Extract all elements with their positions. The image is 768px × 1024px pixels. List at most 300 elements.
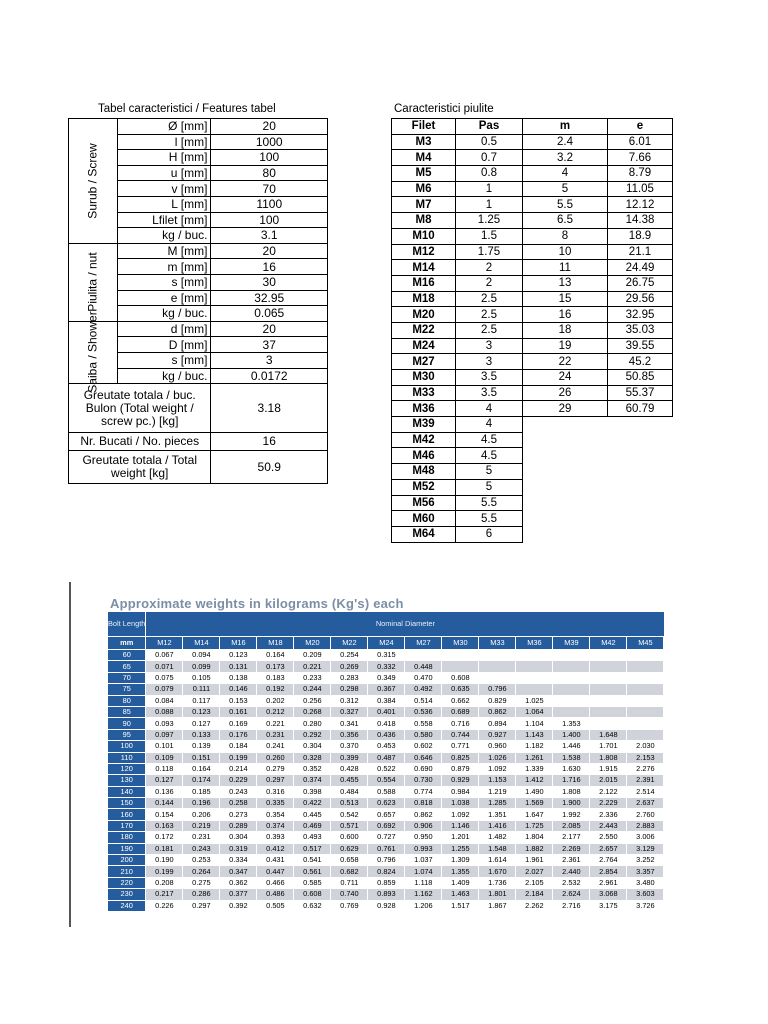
weight-cell: 0.517 [294,843,331,854]
weight-cell [516,684,553,695]
weight-cell: 0.199 [220,752,257,763]
weight-cell: 0.131 [220,661,257,672]
weight-cell: 0.067 [146,650,183,661]
feature-label: u [mm] [117,165,211,181]
bolt-length-cell: 220 [108,877,146,888]
weight-cell: 0.558 [405,718,442,729]
nuts-cell: M22 [392,322,456,338]
weight-cell: 0.455 [331,775,368,786]
weight-cell: 0.522 [368,763,405,774]
weight-cell: 0.183 [257,672,294,683]
nuts-cell: 0.5 [456,134,523,150]
weight-cell: 1.182 [516,741,553,752]
weight-cell: 0.629 [331,843,368,854]
weight-cell: 1.400 [553,729,590,740]
weights-row [108,718,665,729]
weight-cell [553,684,590,695]
weight-cell: 0.289 [220,820,257,831]
nuts-row [392,260,673,276]
nuts-cell [523,464,608,480]
nuts-cell: 13 [523,275,608,291]
weight-cell: 0.118 [146,763,183,774]
weight-cell-cutoff [664,763,665,774]
nuts-cell: 8 [523,228,608,244]
weight-cell: 1.900 [553,798,590,809]
weight-cell: 3.068 [590,889,627,900]
nuts-cell: 29 [523,401,608,417]
total-label: Greutate totala / Total weight [kg] [69,450,211,483]
weight-cell: 3.726 [627,900,664,911]
weight-cell: 2.514 [627,786,664,797]
weight-cell: 0.275 [183,877,220,888]
feature-group-label [69,243,118,321]
feature-label: M [mm] [117,243,211,259]
weight-cell: 2.716 [553,900,590,911]
nuts-cell: 1.25 [456,213,523,229]
nuts-cell: 7.66 [608,150,673,166]
weight-cell [479,650,516,661]
weight-cell: 0.196 [183,798,220,809]
weight-cell: 0.123 [220,650,257,661]
bolt-length-cell: 60 [108,650,146,661]
weight-cell: 1.716 [553,775,590,786]
weight-cell: 0.505 [257,900,294,911]
weight-cell: 0.692 [368,820,405,831]
weight-cell: 0.280 [294,718,331,729]
weight-cell: 2.961 [590,877,627,888]
weight-cell: 0.682 [331,866,368,877]
feature-group-label [69,119,118,244]
weight-cell: 0.328 [294,752,331,763]
weight-cell: 0.492 [405,684,442,695]
weight-cell: 0.273 [220,809,257,820]
weight-cell: 1.074 [405,866,442,877]
weight-cell: 1.339 [516,763,553,774]
nuts-row [392,307,673,323]
weight-cell: 1.351 [479,809,516,820]
bolt-length-cell: 180 [108,832,146,843]
weight-cell: 0.352 [294,763,331,774]
weight-cell: 0.153 [220,695,257,706]
weight-cell: 1.206 [405,900,442,911]
nuts-cell: 21.1 [608,244,673,260]
nuts-cell: 15 [523,291,608,307]
weight-cell-cutoff [664,855,665,866]
weight-cell: 0.144 [146,798,183,809]
weights-row [108,889,665,900]
weight-cell: 0.202 [257,695,294,706]
weight-cell: 1.092 [479,763,516,774]
weight-cell: 0.541 [294,855,331,866]
weight-cell: 1.463 [442,889,479,900]
weight-cell: 2.122 [590,786,627,797]
nuts-cell: M12 [392,244,456,260]
weight-cell: 0.493 [294,832,331,843]
weight-cell: 0.169 [220,718,257,729]
nuts-row [392,213,673,229]
bolt-length-cell: 65 [108,661,146,672]
weight-cell: 2.015 [590,775,627,786]
nuts-cell: M20 [392,307,456,323]
weight-cell: 0.341 [331,718,368,729]
weight-cell: 0.127 [183,718,220,729]
nuts-row [392,291,673,307]
weight-cell: 0.347 [220,866,257,877]
weight-cell: 0.269 [331,661,368,672]
nuts-cell: 12.12 [608,197,673,213]
weight-cell: 0.774 [405,786,442,797]
weights-row [108,729,665,740]
weight-cell: 0.297 [183,900,220,911]
total-value: 16 [211,433,328,451]
nuts-cell: 55.37 [608,385,673,401]
diameter-header: M42 [590,637,627,650]
weight-cell [553,661,590,672]
weight-cell: 2.184 [516,889,553,900]
weight-cell: 0.859 [368,877,405,888]
weight-cell [627,695,664,706]
weight-cell: 2.624 [553,889,590,900]
weight-cell [627,718,664,729]
nuts-cell: 2 [456,275,523,291]
weight-cell: 0.662 [442,695,479,706]
weight-cell [553,650,590,661]
weight-cell: 3.357 [627,866,664,877]
nuts-cell: 60.79 [608,401,673,417]
weight-cell: 0.111 [183,684,220,695]
weight-cell: 0.711 [331,877,368,888]
bolt-length-cell: 85 [108,706,146,717]
weight-cell: 0.744 [442,729,479,740]
weight-cell: 0.862 [405,809,442,820]
weight-cell: 0.185 [183,786,220,797]
weights-row [108,843,665,854]
weight-cell: 0.231 [257,729,294,740]
nuts-cell: M7 [392,197,456,213]
nuts-cell: 1 [456,181,523,197]
weight-cell: 0.894 [479,718,516,729]
weight-cell: 1.118 [405,877,442,888]
bolt-length-cell: 100 [108,741,146,752]
nuts-table [391,118,673,543]
weight-cell: 0.221 [294,661,331,672]
bolt-length-cell: 210 [108,866,146,877]
nuts-cell [608,417,673,433]
bolt-length-cell: 240 [108,900,146,911]
weight-cell: 0.084 [146,695,183,706]
weight-cell: 2.883 [627,820,664,831]
weight-cell: 0.264 [183,866,220,877]
nuts-cell: M52 [392,479,456,495]
nuts-cell: 1.5 [456,228,523,244]
features-table-caption: Tabel caracteristici / Features tabel [98,103,276,115]
nuts-cell: M18 [392,291,456,307]
weight-cell-cutoff [664,900,665,911]
diameter-header: M16 [220,637,257,650]
weight-cell: 0.117 [183,695,220,706]
nuts-cell: 24.49 [608,260,673,276]
weight-cell: 1.808 [590,752,627,763]
weight-cell: 1.548 [479,843,516,854]
weight-cell: 0.514 [405,695,442,706]
nuts-cell: M10 [392,228,456,244]
weight-cell: 1.309 [442,855,479,866]
feature-value: 0.065 [211,306,328,322]
weights-row [108,809,665,820]
weight-cell: 2.269 [553,843,590,854]
weight-cell-cutoff [664,650,665,661]
nuts-cell: M42 [392,432,456,448]
weight-cell: 3.603 [627,889,664,900]
nuts-cell: M8 [392,213,456,229]
weight-cell-cutoff [664,798,665,809]
nuts-cell: 0.8 [456,166,523,182]
weight-cell: 0.730 [405,775,442,786]
nuts-cell: M3 [392,134,456,150]
weight-cell [627,706,664,717]
nuts-cell: 26.75 [608,275,673,291]
diameter-header: M18 [257,637,294,650]
feature-value: 100 [211,150,328,166]
weight-cell-cutoff [664,877,665,888]
nuts-cell: 5.5 [523,197,608,213]
weights-row [108,661,665,672]
weights-row [108,741,665,752]
weight-cell: 0.226 [146,900,183,911]
weight-cell: 0.327 [331,706,368,717]
weight-cell: 0.893 [368,889,405,900]
weight-cell: 0.727 [368,832,405,843]
weights-row [108,706,665,717]
nuts-cell: 4 [456,417,523,433]
weight-cell: 1.736 [479,877,516,888]
weight-cell: 0.093 [146,718,183,729]
weight-cell: 2.027 [516,866,553,877]
weight-cell: 0.984 [442,786,479,797]
weight-cell: 0.623 [368,798,405,809]
nuts-cell: M30 [392,370,456,386]
weight-cell: 0.283 [331,672,368,683]
weight-cell: 0.105 [183,672,220,683]
weight-cell: 2.854 [590,866,627,877]
weight-cell [590,661,627,672]
weight-cell: 1.104 [516,718,553,729]
weight-cell-cutoff [664,786,665,797]
nuts-row [392,134,673,150]
nuts-cell: 50.85 [608,370,673,386]
weight-cell: 0.657 [368,809,405,820]
weight-cell: 0.151 [183,752,220,763]
weight-cell: 0.206 [183,809,220,820]
weight-cell: 0.928 [368,900,405,911]
weight-cell: 1.670 [479,866,516,877]
weight-cell: 0.796 [479,684,516,695]
unit-header: mm [108,637,146,650]
nuts-row [392,370,673,386]
weights-row [108,866,665,877]
weight-cell: 0.447 [257,866,294,877]
nuts-row [392,495,673,511]
weight-cell [590,718,627,729]
nuts-row [392,322,673,338]
nuts-header: e [608,119,673,135]
weight-cell: 0.136 [146,786,183,797]
nuts-cell [608,495,673,511]
weight-cell: 0.209 [294,650,331,661]
feature-label: s [mm] [117,352,211,368]
total-row [69,450,328,483]
nuts-cell: 35.03 [608,322,673,338]
bolt-length-cell: 75 [108,684,146,695]
weight-cell: 1.038 [442,798,479,809]
nuts-row [392,464,673,480]
weight-cell: 0.960 [479,741,516,752]
nuts-row [392,181,673,197]
weight-cell: 2.440 [553,866,590,877]
weight-cell: 1.353 [553,718,590,729]
weight-cell: 2.760 [627,809,664,820]
nuts-cell: 19 [523,338,608,354]
weight-cell: 0.088 [146,706,183,717]
weight-cell: 2.153 [627,752,664,763]
weight-cell: 0.319 [220,843,257,854]
nuts-cell [523,479,608,495]
weight-cell: 0.600 [331,832,368,843]
nuts-row [392,275,673,291]
weight-cell: 0.256 [294,695,331,706]
bolt-length-cell: 130 [108,775,146,786]
nuts-cell: M46 [392,448,456,464]
weight-cell: 0.079 [146,684,183,695]
feature-label: e [mm] [117,290,211,306]
weight-cell [590,650,627,661]
weight-cell: 0.138 [220,672,257,683]
weight-cell: 0.646 [405,752,442,763]
weight-cell: 0.487 [368,752,405,763]
weight-cell-cutoff [664,706,665,717]
weight-cell-cutoff [664,695,665,706]
weight-cell-cutoff [664,752,665,763]
bolt-length-cell: 150 [108,798,146,809]
weight-cell: 0.109 [146,752,183,763]
feature-group-label [69,311,118,394]
weight-cell: 3.252 [627,855,664,866]
weight-cell: 1.201 [442,832,479,843]
weight-cell: 1.409 [442,877,479,888]
feature-value: 20 [211,321,328,337]
weight-cell: 0.212 [257,706,294,717]
nuts-cell [523,526,608,542]
weight-cell-cutoff [664,718,665,729]
feature-value: 20 [211,119,328,135]
weight-cell: 0.312 [331,695,368,706]
weight-cell: 0.993 [405,843,442,854]
weight-cell: 0.829 [479,695,516,706]
feature-label: kg / buc. [117,228,211,244]
weight-cell: 0.173 [257,661,294,672]
nuts-cell: 2.5 [456,307,523,323]
weight-cell: 0.286 [183,889,220,900]
nuts-row [392,448,673,464]
weight-cell: 0.163 [146,820,183,831]
nuts-row [392,197,673,213]
weight-cell [553,672,590,683]
nuts-cell: 14.38 [608,213,673,229]
page-margin-line [69,582,71,927]
nuts-cell: 1.75 [456,244,523,260]
nuts-row [392,526,673,542]
nuts-cell: 1 [456,197,523,213]
nuts-cell: M27 [392,354,456,370]
weight-cell: 2.550 [590,832,627,843]
weight-cell: 0.127 [146,775,183,786]
weight-cell: 1.630 [553,763,590,774]
weight-cell [627,650,664,661]
weights-row [108,763,665,774]
weight-cell: 1.961 [516,855,553,866]
nuts-cell: M5 [392,166,456,182]
nuts-header: m [523,119,608,135]
nuts-row [392,479,673,495]
nuts-cell: 3 [456,338,523,354]
weight-cell: 1.569 [516,798,553,809]
bolt-length-cell: 200 [108,855,146,866]
diameter-header: M20 [294,637,331,650]
weight-cell: 2.030 [627,741,664,752]
feature-group-text: Saiba / Shower [85,311,100,394]
weights-row [108,672,665,683]
nuts-cell: 5 [456,464,523,480]
weight-cell: 0.199 [146,866,183,877]
diameter-header: M22 [331,637,368,650]
feature-value: 70 [211,181,328,197]
nuts-cell: M39 [392,417,456,433]
weight-cell: 1.992 [553,809,590,820]
diameter-header-cutoff [664,637,665,650]
weight-cell [553,695,590,706]
weight-cell: 0.241 [257,741,294,752]
nuts-cell: 4.5 [456,448,523,464]
feature-label: s [mm] [117,274,211,290]
weight-cell: 0.412 [257,843,294,854]
weight-cell: 0.268 [294,706,331,717]
nuts-row [392,338,673,354]
weight-cell: 0.146 [220,684,257,695]
weight-cell: 0.292 [294,729,331,740]
weights-row [108,855,665,866]
feature-value: 3 [211,352,328,368]
weight-cell: 0.658 [331,855,368,866]
nuts-row [392,166,673,182]
weight-cell: 0.740 [331,889,368,900]
weight-cell: 0.690 [405,763,442,774]
feature-value: 16 [211,259,328,275]
total-row [69,384,328,433]
weight-cell: 2.637 [627,798,664,809]
nuts-cell: 32.95 [608,307,673,323]
weight-cell [553,706,590,717]
weight-cell: 0.580 [405,729,442,740]
weight-cell: 0.818 [405,798,442,809]
weight-cell: 1.915 [590,763,627,774]
bolt-length-cell: 170 [108,820,146,831]
weight-cell: 0.208 [146,877,183,888]
weight-cell: 3.006 [627,832,664,843]
weight-cell: 0.356 [331,729,368,740]
feature-group-text: Piulita / nut [85,252,100,312]
weight-cell [590,684,627,695]
weight-cell [516,672,553,683]
